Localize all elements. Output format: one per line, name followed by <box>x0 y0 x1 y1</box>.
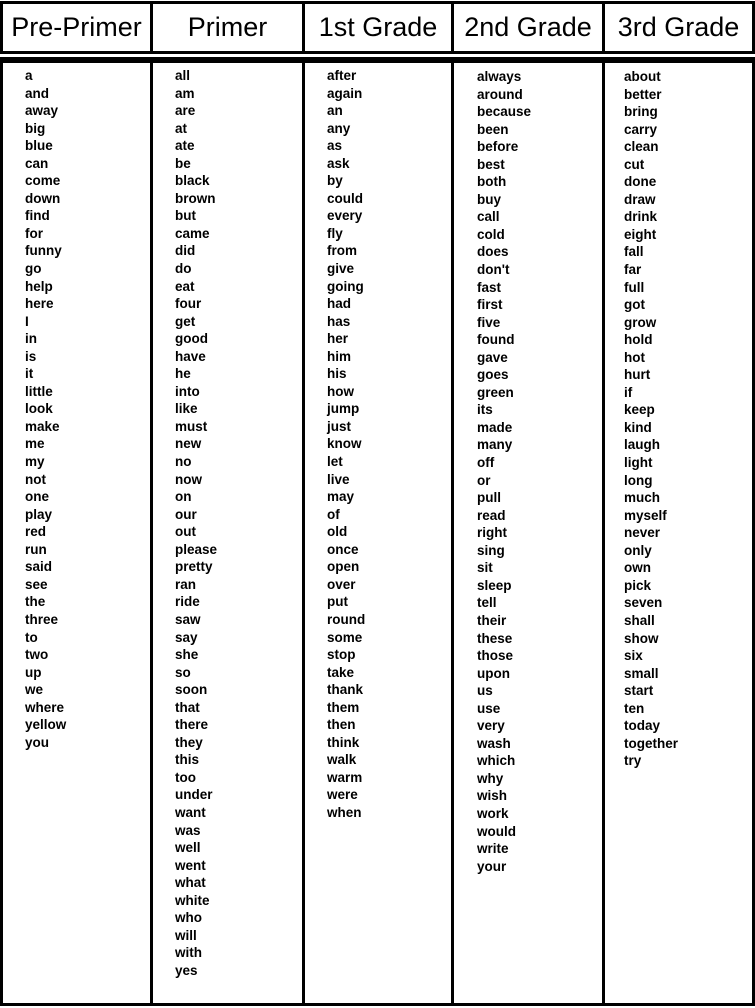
word-item: keep <box>624 402 655 418</box>
word-item: better <box>624 86 662 102</box>
word-item: there <box>175 717 209 733</box>
column-2nd-grade <box>451 60 605 1006</box>
word-item: me <box>25 436 45 452</box>
word-item: we <box>25 682 44 698</box>
word-item: open <box>327 559 360 575</box>
word-item: seven <box>624 595 663 611</box>
word-item: well <box>175 840 201 856</box>
word-item: new <box>175 436 202 452</box>
word-item: that <box>175 699 200 715</box>
word-item: do <box>175 261 192 277</box>
word-item: play <box>25 506 53 522</box>
word-item: long <box>624 472 653 488</box>
word-item: been <box>477 121 509 137</box>
word-item: go <box>25 261 42 277</box>
word-item: if <box>624 384 633 400</box>
word-item: sleep <box>477 577 512 593</box>
word-item: try <box>624 753 642 769</box>
word-item: for <box>25 225 43 241</box>
word-list-1st-grade <box>327 67 365 822</box>
word-item: any <box>327 120 351 136</box>
word-item: say <box>175 629 198 645</box>
word-item: ate <box>175 138 195 154</box>
word-item: were <box>327 787 358 803</box>
word-item: tell <box>477 595 497 611</box>
word-item: ten <box>624 700 645 716</box>
word-item: get <box>175 313 196 329</box>
word-item: big <box>25 120 46 136</box>
word-item: know <box>327 436 362 452</box>
word-item: right <box>477 525 507 541</box>
word-item: funny <box>25 243 62 259</box>
word-item: no <box>175 454 192 470</box>
word-item: some <box>327 629 363 645</box>
word-item: around <box>477 86 523 102</box>
word-item: think <box>327 734 360 750</box>
word-item: run <box>25 541 47 557</box>
word-item: ran <box>175 576 197 592</box>
word-item: from <box>327 243 357 259</box>
word-item: but <box>175 208 196 224</box>
word-item: can <box>25 155 49 171</box>
word-item: own <box>624 560 651 576</box>
word-item: black <box>175 173 210 189</box>
word-item: I <box>25 313 29 329</box>
word-item: help <box>25 278 53 294</box>
word-item: could <box>327 190 363 206</box>
word-list-pre-primer <box>25 67 66 751</box>
word-item: who <box>175 910 202 926</box>
word-item: work <box>477 805 509 821</box>
word-item: drink <box>624 209 658 225</box>
word-item: is <box>25 348 37 364</box>
column-header-3rd-grade: 3rd Grade <box>602 1 755 54</box>
word-item: her <box>327 331 349 347</box>
word-item: his <box>327 366 347 382</box>
word-item: going <box>327 278 364 294</box>
word-item: green <box>477 384 514 400</box>
word-item: was <box>175 822 201 838</box>
word-item: fast <box>477 279 502 295</box>
column-header-pre-primer: Pre-Primer <box>0 1 153 54</box>
word-item: they <box>175 734 203 750</box>
word-item: it <box>25 366 34 382</box>
word-item: walk <box>327 752 357 768</box>
word-item: too <box>175 769 196 785</box>
word-item: once <box>327 541 359 557</box>
word-item: yellow <box>25 717 67 733</box>
word-item: put <box>327 594 348 610</box>
word-item: you <box>25 734 50 750</box>
word-item: many <box>477 437 513 453</box>
word-item: where <box>25 699 65 715</box>
word-item: pretty <box>175 559 213 575</box>
word-item: hurt <box>624 367 651 383</box>
word-item: first <box>477 297 503 313</box>
word-item: them <box>327 699 360 715</box>
word-item: let <box>327 454 343 470</box>
word-item: start <box>624 683 654 699</box>
column-header-primer: Primer <box>150 1 305 54</box>
word-item: wish <box>477 788 508 804</box>
word-item: call <box>477 209 500 225</box>
word-item: upon <box>477 665 510 681</box>
header-row <box>0 0 755 58</box>
word-item: together <box>624 735 678 751</box>
word-item: again <box>327 85 363 101</box>
word-item: far <box>624 262 642 278</box>
word-item: just <box>327 418 352 434</box>
word-item: then <box>327 717 356 733</box>
word-item: here <box>25 296 54 312</box>
word-item: are <box>175 103 196 119</box>
word-item: myself <box>624 507 667 523</box>
word-item: up <box>25 664 42 680</box>
word-item: so <box>175 664 191 680</box>
word-item: these <box>477 630 513 646</box>
word-item: to <box>25 629 38 645</box>
word-item: their <box>477 612 507 628</box>
column-3rd-grade <box>602 60 755 1006</box>
word-item: always <box>477 69 522 84</box>
word-item: because <box>477 104 532 120</box>
word-item: see <box>25 576 48 592</box>
word-item: came <box>175 225 210 241</box>
word-item: only <box>624 542 652 558</box>
word-item: bring <box>624 104 658 120</box>
column-1st-grade <box>302 60 454 1006</box>
word-item: use <box>477 700 501 716</box>
word-item: in <box>25 331 37 347</box>
word-list-3rd-grade <box>624 68 678 770</box>
word-item: does <box>477 244 509 260</box>
column-primer <box>150 60 305 1006</box>
column-pre-primer <box>0 60 153 1006</box>
word-item: four <box>175 296 202 312</box>
column-header-1st-grade: 1st Grade <box>302 1 454 54</box>
word-item: may <box>327 489 355 505</box>
word-item: kind <box>624 419 652 435</box>
column-header-2nd-grade: 2nd Grade <box>451 1 605 54</box>
word-item: laugh <box>624 437 660 453</box>
word-item: yes <box>175 962 198 978</box>
word-item: fall <box>624 244 644 260</box>
word-item: this <box>175 752 200 768</box>
word-item: warm <box>327 769 363 785</box>
word-item: white <box>175 892 210 908</box>
word-item: him <box>327 348 352 364</box>
word-item: would <box>477 823 516 839</box>
word-item: look <box>25 401 53 417</box>
word-item: of <box>327 506 340 522</box>
word-item: my <box>25 454 45 470</box>
word-item: hot <box>624 349 645 365</box>
word-list-2nd-grade <box>477 68 531 875</box>
word-item: write <box>477 841 509 857</box>
word-item: which <box>477 753 516 769</box>
word-item: under <box>175 787 213 803</box>
word-item: want <box>175 804 206 820</box>
word-item: small <box>624 665 659 681</box>
word-item: am <box>175 85 195 101</box>
word-item: about <box>624 69 661 84</box>
word-item: he <box>175 366 191 382</box>
word-item: light <box>624 455 653 471</box>
word-item: out <box>175 524 196 540</box>
word-item: come <box>25 173 61 189</box>
word-item: take <box>327 664 355 680</box>
word-item: five <box>477 314 501 330</box>
word-item: much <box>624 490 661 506</box>
word-item: shall <box>624 612 655 628</box>
word-item: at <box>175 120 188 136</box>
word-item: now <box>175 471 202 487</box>
word-item: as <box>327 138 343 154</box>
word-item: little <box>25 383 53 399</box>
word-item: by <box>327 173 343 189</box>
word-item: after <box>327 68 357 83</box>
word-item: the <box>25 594 46 610</box>
word-item: or <box>477 472 491 488</box>
word-item: done <box>624 174 657 190</box>
word-item: us <box>477 683 493 699</box>
word-item: buy <box>477 191 502 207</box>
word-item: why <box>477 770 504 786</box>
word-item: round <box>327 611 366 627</box>
word-item: gave <box>477 349 508 365</box>
word-item: cold <box>477 226 505 242</box>
word-item: had <box>327 296 352 312</box>
word-item: how <box>327 383 354 399</box>
word-item: sing <box>477 542 505 558</box>
word-item: not <box>25 471 46 487</box>
word-item: eat <box>175 278 195 294</box>
word-item: make <box>25 418 60 434</box>
word-list-primer <box>175 67 217 979</box>
word-item: ride <box>175 594 200 610</box>
word-item: please <box>175 541 218 557</box>
word-item: got <box>624 297 645 313</box>
word-item: went <box>175 857 206 873</box>
word-item: will <box>175 927 197 943</box>
word-item: stop <box>327 647 356 663</box>
word-item: every <box>327 208 363 224</box>
word-item: off <box>477 455 495 471</box>
word-item: sit <box>477 560 493 576</box>
word-item: clean <box>624 139 659 155</box>
word-item: on <box>175 489 192 505</box>
word-item: very <box>477 718 505 734</box>
word-item: have <box>175 348 206 364</box>
word-item: hold <box>624 332 653 348</box>
word-item: those <box>477 648 514 664</box>
word-item: soon <box>175 682 208 698</box>
word-item: fly <box>327 225 343 241</box>
word-item: and <box>25 85 50 101</box>
word-item: what <box>175 875 206 891</box>
word-item: our <box>175 506 197 522</box>
word-item: an <box>327 103 343 119</box>
word-table-body <box>0 58 755 1008</box>
word-item: pull <box>477 490 501 506</box>
word-item: be <box>175 155 191 171</box>
word-item: wash <box>477 735 511 751</box>
word-item: thank <box>327 682 364 698</box>
word-item: grow <box>624 314 657 330</box>
word-item: show <box>624 630 659 646</box>
word-item: a <box>25 68 33 83</box>
word-item: your <box>477 858 507 874</box>
word-item: draw <box>624 191 656 207</box>
word-item: over <box>327 576 356 592</box>
word-item: she <box>175 647 199 663</box>
word-item: both <box>477 174 507 190</box>
word-item: into <box>175 383 200 399</box>
word-item: did <box>175 243 196 259</box>
word-item: pick <box>624 577 652 593</box>
word-item: all <box>175 68 191 83</box>
word-item: saw <box>175 611 201 627</box>
word-item: found <box>477 332 515 348</box>
word-item: cut <box>624 156 645 172</box>
word-item: down <box>25 190 61 206</box>
word-item: find <box>25 208 50 224</box>
word-item: when <box>327 804 362 820</box>
word-item: before <box>477 139 519 155</box>
word-item: red <box>25 524 47 540</box>
word-item: with <box>175 945 202 961</box>
word-item: live <box>327 471 350 487</box>
word-item: made <box>477 419 513 435</box>
word-item: its <box>477 402 493 418</box>
word-item: said <box>25 559 53 575</box>
word-item: carry <box>624 121 658 137</box>
word-item: eight <box>624 226 657 242</box>
word-item: full <box>624 279 645 295</box>
word-item: three <box>25 611 59 627</box>
word-item: ask <box>327 155 350 171</box>
word-item: read <box>477 507 506 523</box>
word-item: goes <box>477 367 509 383</box>
word-item: old <box>327 524 348 540</box>
word-item: like <box>175 401 198 417</box>
word-item: give <box>327 261 355 277</box>
word-item: don't <box>477 262 510 278</box>
word-item: blue <box>25 138 53 154</box>
word-item: good <box>175 331 208 347</box>
word-item: today <box>624 718 661 734</box>
word-item: must <box>175 418 208 434</box>
word-item: one <box>25 489 50 505</box>
word-item: best <box>477 156 505 172</box>
word-item: brown <box>175 190 216 206</box>
word-item: away <box>25 103 59 119</box>
word-item: never <box>624 525 661 541</box>
word-item: two <box>25 647 49 663</box>
word-item: jump <box>327 401 360 417</box>
word-item: six <box>624 648 643 664</box>
word-item: has <box>327 313 351 329</box>
